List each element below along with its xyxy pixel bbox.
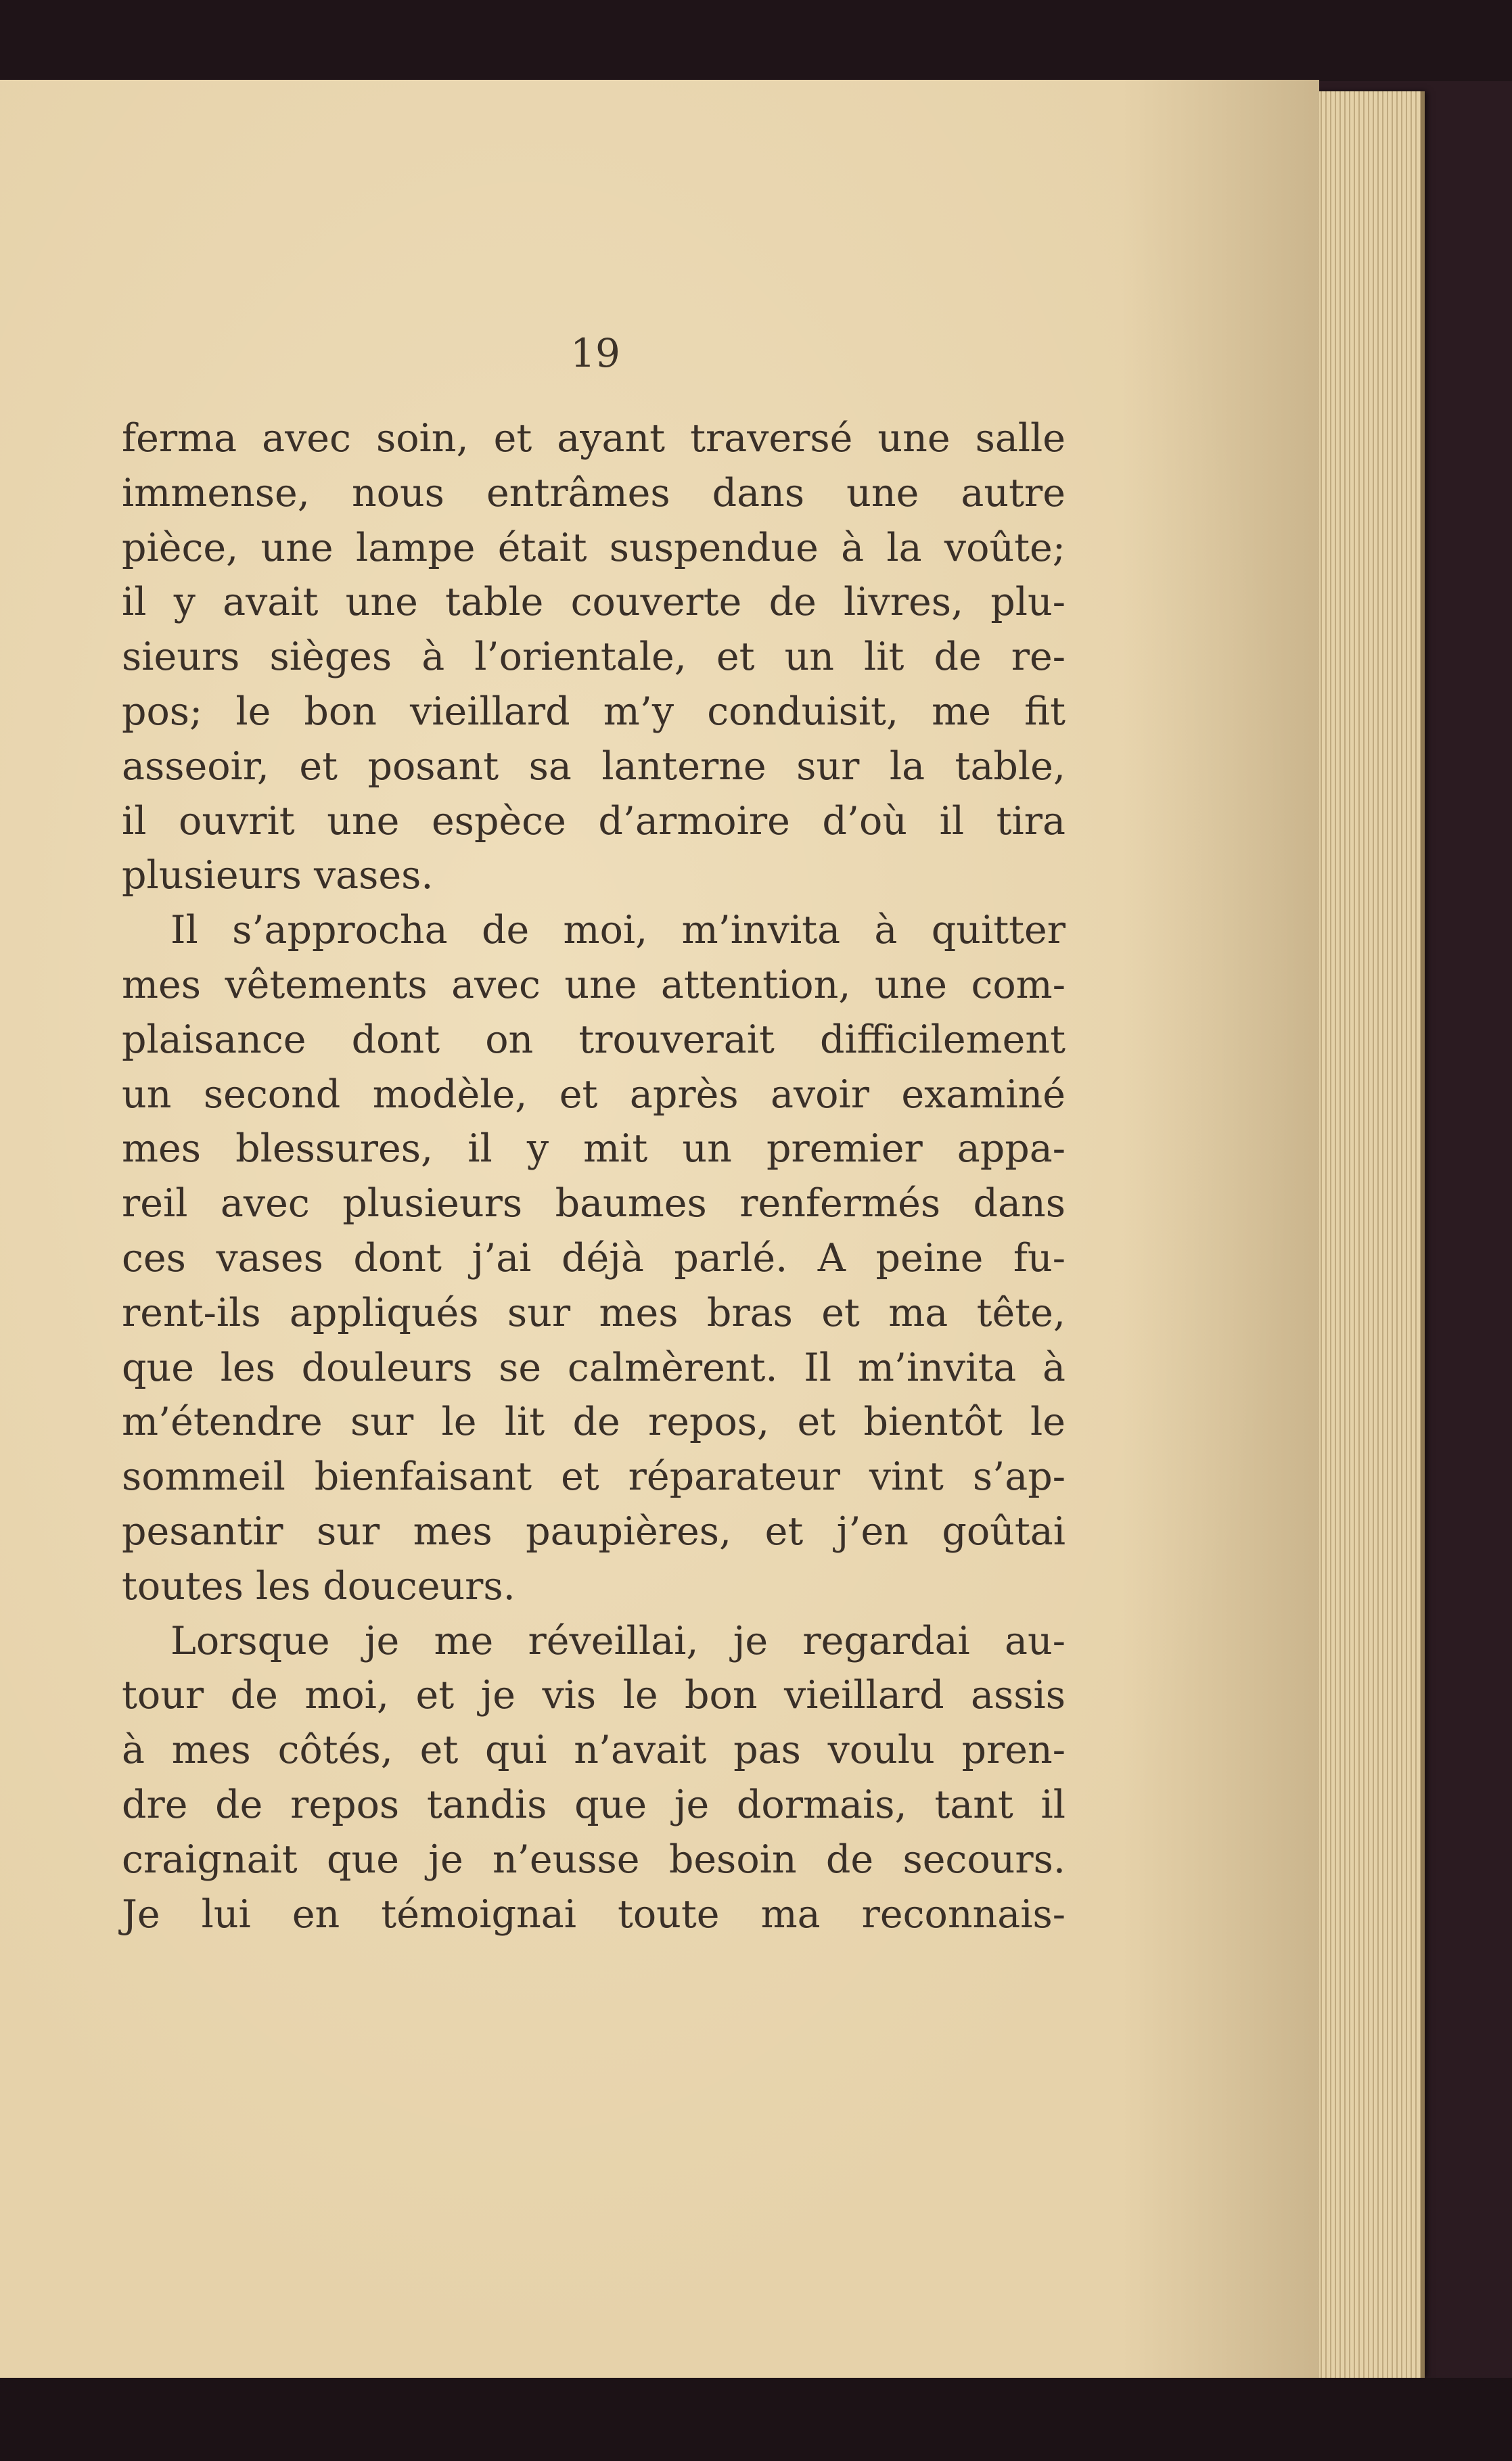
text-line: que les douleurs se calmèrent. Il m’invita à — [122, 1345, 1066, 1390]
text-line: sommeil bienfaisant et réparateur vint s’ap- — [122, 1454, 1066, 1500]
text-line: pesantir sur mes paupières, et j’en goûtai — [122, 1509, 1066, 1554]
text-line: sieurs sièges à l’orientale, et un lit de re- — [122, 635, 1066, 680]
text-line: asseoir, et posant sa lanterne sur la table, — [122, 743, 1066, 789]
text-line: toutes les douceurs. — [122, 1563, 516, 1609]
text-line: ferma avec soin, et ayant traversé une salle — [122, 416, 1066, 461]
text-line: rent-ils appliqués sur mes bras et ma tête, — [122, 1290, 1066, 1335]
scan-background-bottom — [0, 2378, 1512, 2461]
text-line: m’étendre sur le lit de repos, et bientôt le — [122, 1400, 1066, 1445]
text-line: Lorsque je me réveillai, je regardai au- — [170, 1618, 1066, 1663]
text-line: plusieurs vases. — [122, 853, 434, 898]
text-line: à mes côtés, et qui n’avait pas voulu pren- — [122, 1728, 1066, 1773]
book-page — [0, 80, 1319, 2380]
page-number: 19 — [570, 330, 620, 376]
text-line: tour de moi, et je vis le bon vieillard assis — [122, 1673, 1066, 1718]
text-line: pièce, une lampe était suspendue à la voûte; — [122, 525, 1066, 570]
text-line: plaisance dont on trouverait difficilement — [122, 1017, 1066, 1062]
text-line: Je lui en témoignai toute ma reconnais- — [122, 1891, 1066, 1937]
text-line: reil avec plusieurs baumes renfermés dans — [122, 1181, 1066, 1226]
text-line: dre de repos tandis que je dormais, tant il — [122, 1782, 1066, 1827]
body-text — [122, 411, 1066, 1941]
page-stack-edges — [1312, 91, 1425, 2378]
text-line: pos; le bon vieillard m’y conduisit, me fit — [122, 689, 1066, 734]
text-line: Il s’approcha de moi, m’invita à quitter — [170, 908, 1066, 953]
text-line: mes blessures, il y mit un premier appa- — [122, 1126, 1066, 1172]
text-line: il y avait une table couverte de livres, plu- — [122, 580, 1066, 625]
text-line: immense, nous entrâmes dans une autre — [122, 470, 1066, 515]
text-line: il ouvrit une espèce d’armoire d’où il tira — [122, 798, 1066, 844]
text-line: ces vases dont j’ai déjà parlé. A peine fu- — [122, 1235, 1066, 1281]
text-line: craignait que je n’eusse besoin de secours. — [122, 1837, 1066, 1882]
text-line: mes vêtements avec une attention, une com- — [122, 962, 1066, 1007]
scan-background-top — [0, 0, 1512, 81]
text-line: un second modèle, et après avoir examiné — [122, 1072, 1066, 1117]
